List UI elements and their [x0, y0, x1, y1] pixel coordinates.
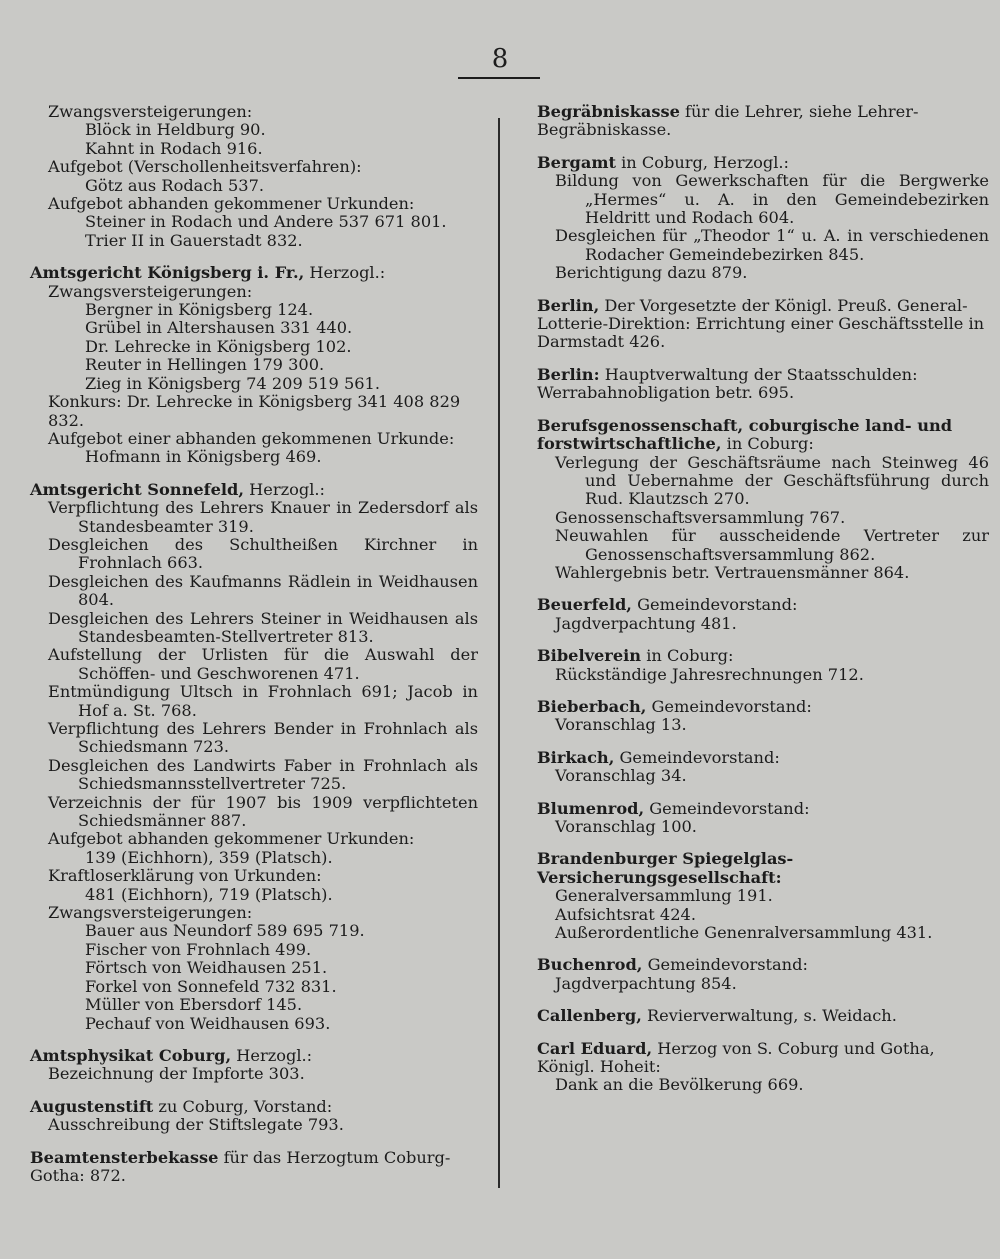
index-entry — [537, 154, 989, 283]
entry-line: Hofmann in Königsberg 469. — [85, 447, 322, 467]
entry-keyword: Bibelverein — [537, 646, 642, 666]
entry-line: Berichtigung dazu 879. — [555, 263, 748, 283]
entry-line: Verzeichnis der für 1907 bis 1909 verpflichteten Schiedsmänner 887. — [48, 792, 478, 831]
entry-heading-text: Gemeindevorstand: — [631, 595, 798, 615]
entry-heading-text: in Coburg: — [641, 646, 734, 666]
entry-line: Neuwahlen für ausscheidende Vertreter zur Genossenschaftsversammlung 862. — [555, 526, 989, 564]
entry-line: Jagdverpachtung 854. — [555, 973, 737, 993]
page-number: 8 — [491, 44, 509, 74]
entry-heading — [30, 1149, 478, 1186]
entry-line: Blöck in Heldburg 90. — [85, 120, 266, 140]
index-entry — [30, 481, 478, 1033]
entry-line: Götz aus Rodach 537. — [85, 175, 265, 195]
entry-heading — [537, 698, 989, 716]
entry-keyword: Bergamt — [537, 152, 616, 172]
entry-heading — [30, 1047, 478, 1065]
entry-line: 139 (Eichhorn), 359 (Platsch). — [85, 847, 333, 867]
entry-keyword: Beuerfeld, — [537, 595, 632, 615]
entry-heading — [537, 800, 989, 818]
entry-line: Desgleichen des Kaufmanns Rädlein in Weidhausen 804. — [48, 571, 478, 610]
entry-line: Aufsichtsrat 424. — [555, 904, 696, 924]
index-entry — [537, 297, 989, 352]
index-entry — [537, 800, 989, 837]
entry-line: Entmündigung Ultsch in Frohnlach 691; Jacob in Hof a. St. 768. — [48, 682, 478, 720]
entry-line: Aufstellung der Urlisten für die Auswahl der Schöffen- und Geschworenen 471. — [48, 645, 478, 683]
entry-line: Konkurs: Dr. Lehrecke in Königsberg 341 408 829 832. — [48, 392, 461, 430]
index-entry — [537, 749, 989, 786]
entry-heading-text: Herzogl.: — [304, 263, 386, 283]
entry-line: Aufgebot (Verschollenheitsverfahren): — [48, 157, 362, 177]
entry-heading-text: Gemeindevorstand: — [642, 955, 808, 975]
entry-heading — [537, 1007, 989, 1025]
entry-keyword: Amtsphysikat Coburg, — [30, 1045, 232, 1065]
index-entry — [537, 647, 989, 684]
entry-keyword: Berlin: — [537, 364, 600, 384]
entry-line: Jagdverpachtung 481. — [555, 613, 737, 633]
entry-line: Bezeichnung der Impforte 303. — [48, 1064, 305, 1084]
entry-heading-text: Herzog von S. Coburg und Gotha, Königl. Hoheit: — [537, 1038, 935, 1077]
entry-line: Kahnt in Rodach 916. — [85, 138, 263, 158]
entry-heading-text: für das Herzogtum Coburg-Gotha: 872. — [30, 1147, 451, 1185]
entry-keyword: Begräbniskasse — [537, 102, 680, 121]
index-entry — [537, 956, 989, 993]
entry-line: Müller von Ebersdorf 145. — [85, 995, 303, 1015]
entry-line: Zwangsversteigerungen: — [48, 102, 253, 121]
entry-line: Steiner in Rodach und Andere 537 671 801. — [85, 212, 447, 232]
entry-line: Verpflichtung des Lehrers Knauer in Zedersdorf als Standesbeamter 319. — [48, 498, 478, 536]
entry-heading — [30, 1098, 478, 1116]
entry-line: Voranschlag 13. — [555, 715, 687, 735]
entry-line: Rückständige Jahresrechnungen 712. — [555, 664, 864, 684]
entry-line: Desgleichen des Schultheißen Kirchner in Frohnlach 663. — [48, 534, 478, 573]
entry-line: Fischer von Frohnlach 499. — [85, 939, 312, 959]
entry-line: Zieg in Königsberg 74 209 519 561. — [85, 373, 380, 393]
entry-heading — [537, 850, 989, 887]
entry-heading-text: Gemeindevorstand: — [644, 798, 810, 818]
entry-line: 481 (Eichhorn), 719 (Platsch). — [85, 884, 333, 904]
entry-keyword: Birkach, — [537, 747, 615, 767]
column-divider — [498, 118, 500, 1188]
entry-keyword: Augustenstift — [30, 1096, 154, 1116]
entry-line: Voranschlag 100. — [555, 817, 697, 836]
entry-line: Verlegung der Geschäftsräume nach Steinweg 46 und Uebernahme der Geschäftsführung durch Rud. Klautzsch 270. — [555, 452, 989, 509]
page-number-rule — [458, 77, 540, 79]
entry-line: Kraftloserklärung von Urkunden: — [48, 866, 322, 886]
entry-line: Desgleichen des Landwirts Faber in Frohnlach als Schiedsmannsstellvertreter 725. — [48, 755, 478, 794]
entry-line: Bildung von Gewerkschaften für die Bergwerke „Hermes“ u. A. in den Gemeindebezirken Heldritt und Rodach 604. — [555, 171, 989, 228]
entry-heading-text: Herzogl.: — [231, 1045, 313, 1065]
entry-line: Desgleichen für „Theodor 1“ u. A. in verschiedenen Rodacher Gemeindebezirken 845. — [555, 226, 989, 264]
index-entry — [30, 1098, 478, 1135]
entry-heading-text: für die Lehrer, siehe Lehrer-Begräbniskasse. — [537, 102, 919, 140]
index-entry — [537, 1040, 989, 1095]
index-entry — [30, 1149, 478, 1186]
entry-keyword: Berufsgenossenschaft, coburgische land- und forstwirtschaftliche, — [537, 415, 953, 454]
entry-heading — [537, 366, 989, 403]
entry-line: Desgleichen des Lehrers Steiner in Weidhausen als Standesbeamten-Stellvertreter 813. — [48, 608, 478, 646]
left-column — [30, 103, 478, 1199]
entry-line: Genossenschaftsversammlung 767. — [555, 507, 846, 527]
entry-keyword: Amtsgericht Sonnefeld, — [30, 479, 245, 499]
entry-line: Aufgebot einer abhanden gekommenen Urkunde: — [48, 428, 455, 448]
entry-heading-text: Hauptverwaltung der Staatsschulden: Werrabahnobligation betr. 695. — [537, 364, 918, 403]
entry-line: Förtsch von Weidhausen 251. — [85, 958, 328, 978]
entry-heading-text: Revierverwaltung, s. Weidach. — [641, 1006, 897, 1026]
entry-heading — [537, 154, 989, 172]
index-entry — [537, 698, 989, 735]
entry-line: Voranschlag 34. — [555, 766, 687, 786]
index-entry — [30, 1047, 478, 1084]
entry-keyword: Beamtensterbekasse — [30, 1147, 219, 1167]
entry-line: Zwangsversteigerungen: — [48, 281, 253, 301]
entry-keyword: Callenberg, — [537, 1006, 642, 1026]
entry-heading — [537, 596, 989, 614]
entry-line: Grübel in Altershausen 331 440. — [85, 318, 353, 338]
entry-line: Trier II in Gauerstadt 832. — [85, 230, 303, 250]
entry-line: Pechauf von Weidhausen 693. — [85, 1013, 331, 1033]
entry-keyword: Berlin, — [537, 295, 600, 315]
entry-heading — [30, 481, 478, 499]
entry-heading — [30, 264, 478, 282]
index-entry — [537, 596, 989, 633]
index-entry — [537, 103, 989, 140]
entry-line: Dank an die Bevölkerung 669. — [555, 1075, 804, 1095]
index-entry — [537, 850, 989, 942]
entry-line: Aufgebot abhanden gekommener Urkunden: — [48, 194, 415, 214]
entry-heading — [537, 1040, 989, 1077]
entry-heading — [537, 103, 989, 140]
index-entry — [537, 417, 989, 583]
entry-keyword: Buchenrod, — [537, 955, 643, 975]
entry-line: Aufgebot abhanden gekommener Urkunden: — [48, 829, 415, 849]
index-entry — [537, 1007, 989, 1025]
entry-line: Bauer aus Neundorf 589 695 719. — [85, 921, 365, 941]
entry-line: Zwangsversteigerungen: — [48, 903, 253, 923]
entry-keyword: Bieberbach, — [537, 696, 647, 716]
entry-heading — [537, 749, 989, 767]
index-entry — [30, 264, 478, 466]
entry-line: Ausschreibung der Stiftslegate 793. — [48, 1115, 344, 1135]
entry-line: Außerordentliche Genenralversammlung 431. — [555, 923, 933, 943]
index-entry — [30, 103, 478, 250]
entry-line: Dr. Lehrecke in Königsberg 102. — [85, 336, 352, 356]
entry-heading-text: in Coburg: — [721, 434, 814, 454]
entry-line: Verpflichtung des Lehrers Bender in Frohnlach als Schiedsmann 723. — [48, 719, 478, 757]
entry-line: Bergner in Königsberg 124. — [85, 300, 314, 320]
entry-heading — [537, 956, 989, 974]
entry-keyword: Carl Eduard, — [537, 1038, 653, 1058]
right-column — [537, 103, 989, 1109]
entry-heading-text: zu Coburg, Vorstand: — [153, 1096, 333, 1116]
entry-heading — [537, 417, 989, 454]
entry-keyword: Blumenrod, — [537, 798, 645, 818]
entry-heading-text: Gemeindevorstand: — [614, 747, 780, 767]
entry-line: Forkel von Sonnefeld 732 831. — [85, 976, 337, 996]
entry-heading-text: in Coburg, Herzogl.: — [615, 152, 789, 172]
entry-heading-text: Herzogl.: — [244, 479, 326, 499]
index-entry — [537, 366, 989, 403]
entry-heading-text: Der Vorgesetzte der Königl. Preuß. General-Lotterie-Direktion: Errichtung einer Geschäftsstelle in Darmstadt 426. — [537, 295, 985, 352]
entry-heading-text: Gemeindevorstand: — [646, 696, 812, 716]
entry-heading — [537, 647, 989, 665]
entry-heading — [537, 297, 989, 352]
entry-line: Wahlergebnis betr. Vertrauensmänner 864. — [555, 562, 910, 582]
entry-keyword: Amtsgericht Königsberg i. Fr., — [30, 263, 305, 283]
entry-line: Generalversammlung 191. — [555, 886, 773, 906]
entry-line: Reuter in Hellingen 179 300. — [85, 355, 325, 375]
entry-keyword: Brandenburger Spiegelglas-Versicherungsgesellschaft: — [537, 849, 794, 887]
